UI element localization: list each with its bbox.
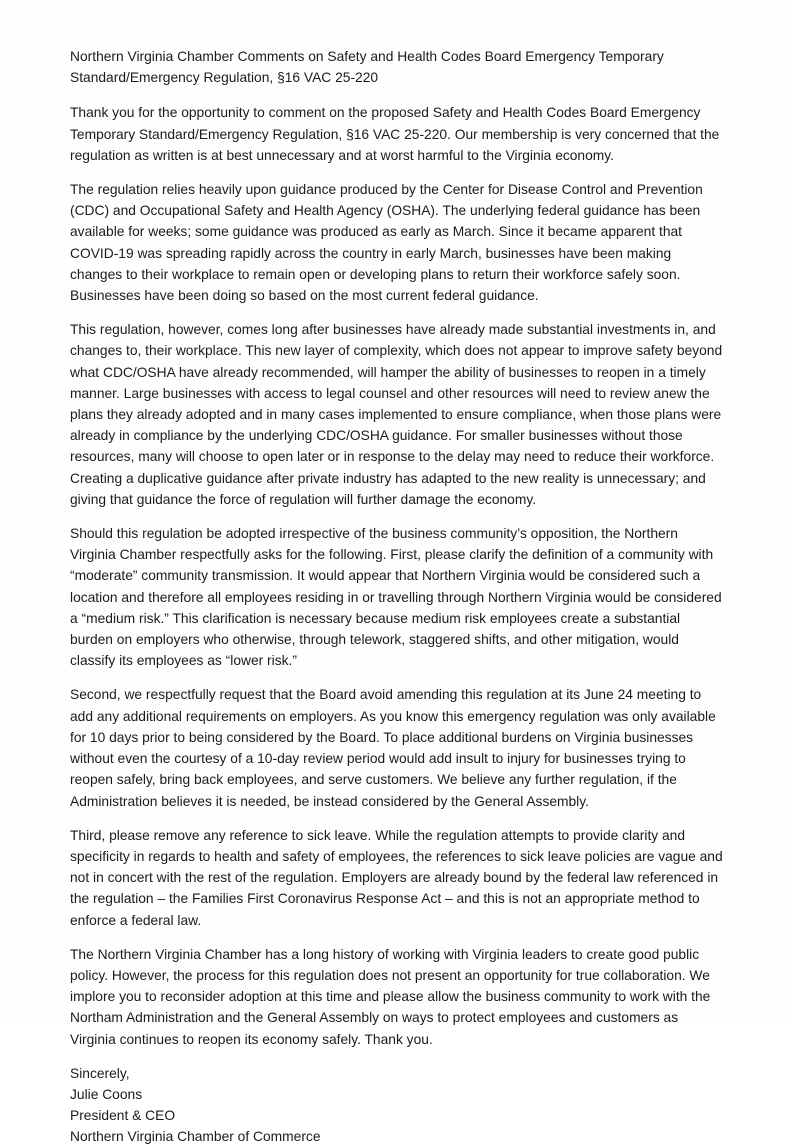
paragraph-intro: Thank you for the opportunity to comment on the proposed Safety and Health Codes Board Emergency Temporary Standard/Emergency Regulation, §16 VAC 25-220. Our membership is very concerned that the regulation as written is at best unnecessary and at worst harmful to the Virginia economy. [70,105,720,163]
paragraph-regulation-timing: This regulation, however, comes long after businesses have already made substantial investments in, and changes to, their workplace. This new layer of complexity, which does not appear to improve safety beyond what CDC/OSHA have already recommended, will hamper the ability of businesses to reopen in a timely manner. Large businesses with access to legal counsel and other resources will need to review anew the plans they already adopted and in many cases implemented to ensure compliance, when those plans were already in compliance by the underlying CDC/OSHA guidance. For smaller businesses without those resources, many will choose to open later or in response to the delay may need to reduce their workforce. Creating a duplicative guidance after private industry has adapted to the new reality is unnecessary; and giving that guidance the force of regulation will further damage the economy. [70,322,723,507]
paragraph-closing: The Northern Virginia Chamber has a long history of working with Virginia leaders to create good public policy. However, the process for this regulation does not present an opportunity for true collaboration. We implore you to reconsider adoption at this time and please allow the business community to work with the Northam Administration and the General Assembly on ways to protect employees and customers as Virginia continues to reopen its economy safely. Thank you. [70,946,711,1047]
signature-organization: Northern Virginia Chamber of Commerce [70,1129,321,1145]
paragraph-first-request: Should this regulation be adopted irrespective of the business community’s opposition, the Northern Virginia Chamber respectfully asks for the following. First, please clarify the definition of a community with “moderate” community transmission. It would appear that Northern Virginia would be considered such a location and therefore all employees residing in or travelling through Northern Virginia would be considered a “medium risk.” This clarification is necessary because medium risk employees create a substantial burden on employers who otherwise, through telework, staggered shifts, and other mitigation, would classify its employees as “lower risk.” [70,526,722,669]
signature-closing: Sincerely, [70,1065,130,1081]
signature-name: Julie Coons [70,1086,143,1102]
paragraph-third-request: Third, please remove any reference to sick leave. While the regulation attempts to provide clarity and specificity in regards to health and safety of employees, the references to sick leave policies are vague and not in concert with the rest of the regulation. Employers are already bound by the federal law referenced in the regulation – the Families First Coronavirus Response Act – and this is not an appropriate method to enforce a federal law. [70,827,723,928]
paragraph-guidance: The regulation relies heavily upon guidance produced by the Center for Disease Control and Prevention (CDC) and Occupational Safety and Health Agency (OSHA). The underlying federal guidance has been available for weeks; some guidance was produced as early as March. Since it became apparent that COVID-19 was spreading rapidly across the country in early March, businesses have been making changes to their workplace to remain open or developing plans to return their workforce safely soon. Businesses have been doing so based on the most current federal guidance. [70,182,703,304]
letter-title: Northern Virginia Chamber Comments on Safety and Health Codes Board Emergency Temporary Standard/Emergency Regulation, §16 VAC 25-220 [70,49,664,86]
signature-block [70,1063,723,1148]
signature-title: President & CEO [70,1108,176,1124]
paragraph-second-request: Second, we respectfully request that the Board avoid amending this regulation at its June 24 meeting to add any additional requirements on employers. As you know this emergency regulation was only available for 10 days prior to being considered by the Board. To place additional burdens on Virginia businesses without even the courtesy of a 10-day review period would add insult to injury for businesses trying to reopen safely, bring back employees, and serve customers. We believe any further regulation, if the Administration believes it is needed, be instead considered by the General Assembly. [70,687,716,809]
